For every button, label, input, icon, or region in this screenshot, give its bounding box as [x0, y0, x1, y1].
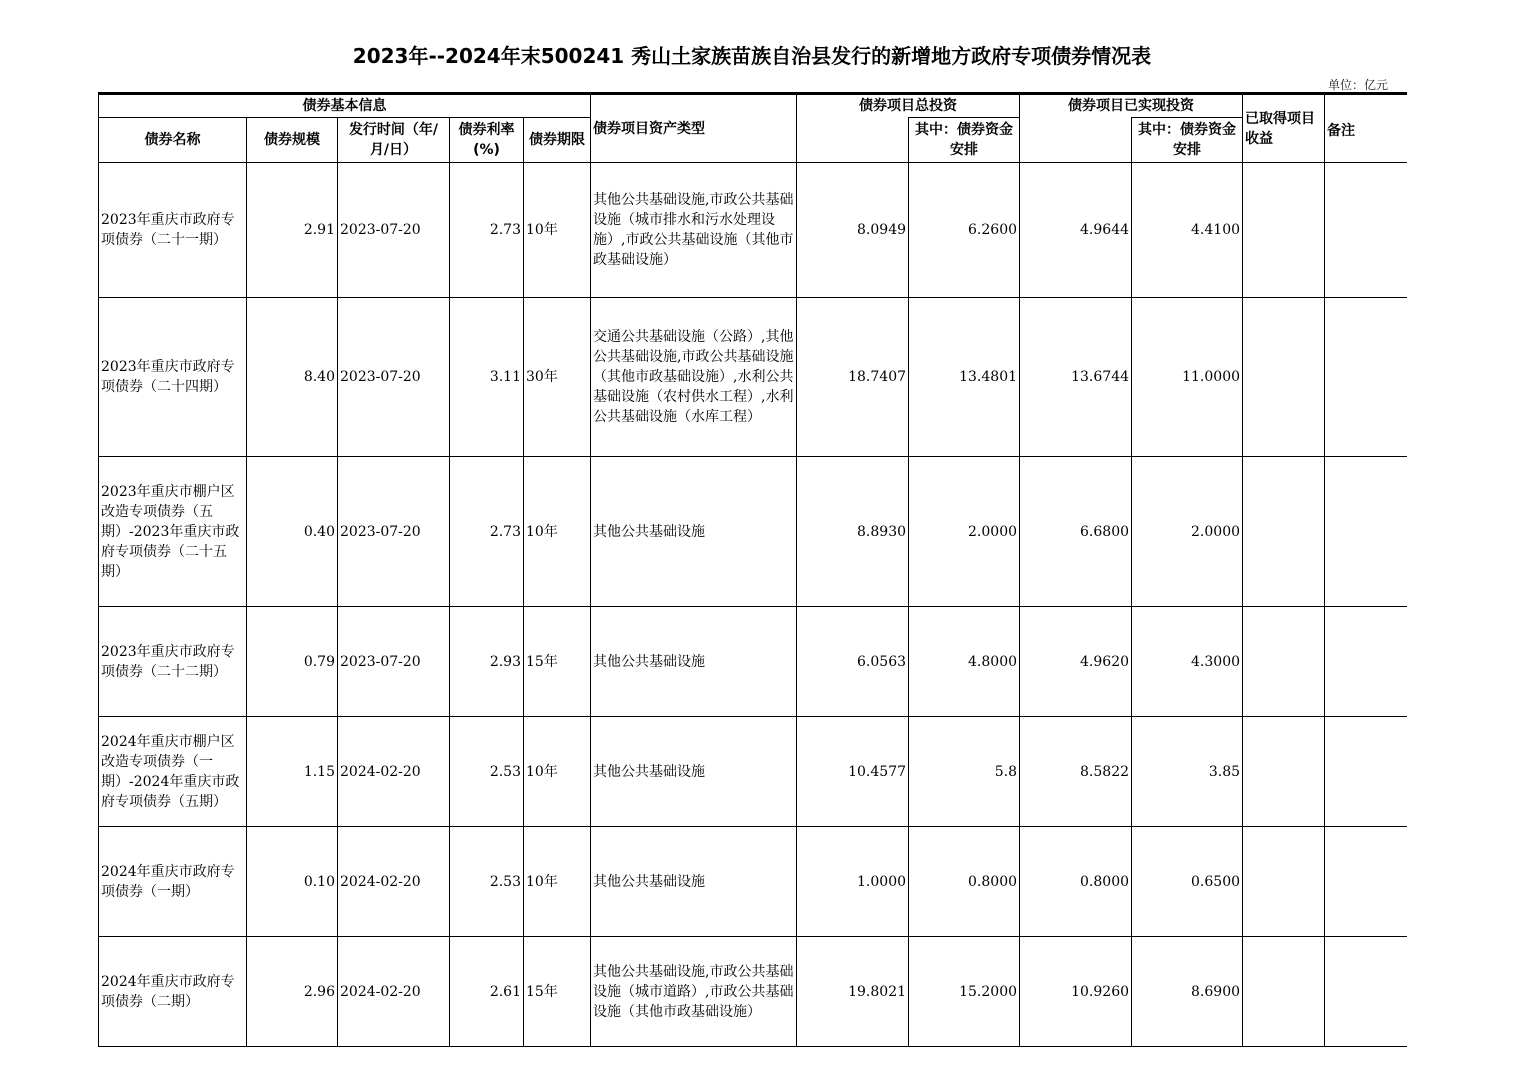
- bond-realized-invest: 0.8000: [1020, 827, 1132, 937]
- bond-scale: 2.91: [247, 163, 338, 298]
- bond-term: 15年: [524, 607, 591, 717]
- bond-total-invest-bond: 5.8: [909, 717, 1020, 827]
- bond-date: 2023-07-20: [338, 298, 450, 457]
- bond-name: 2024年重庆市政府专项债券（二期）: [99, 937, 247, 1047]
- bond-total-invest-bond: 15.2000: [909, 937, 1020, 1047]
- bond-total-invest: 8.0949: [797, 163, 909, 298]
- bond-total-invest: 1.0000: [797, 827, 909, 937]
- bond-income: [1243, 607, 1325, 717]
- bond-realized-invest: 4.9644: [1020, 163, 1132, 298]
- unit-label: 单位：亿元: [1328, 78, 1389, 92]
- bond-scale: 1.15: [247, 717, 338, 827]
- bond-table: [98, 92, 1407, 1047]
- bond-date: 2023-07-20: [338, 607, 450, 717]
- bond-total-invest: 8.8930: [797, 457, 909, 607]
- header-issue-date: 发行时间（年/月/日）: [338, 118, 450, 163]
- bond-realized-invest: 10.9260: [1020, 937, 1132, 1047]
- bond-remark: [1325, 717, 1407, 827]
- bond-asset-type: 其他公共基础设施: [591, 717, 797, 827]
- bond-income: [1243, 457, 1325, 607]
- table-row: [99, 827, 1407, 937]
- bond-name: 2024年重庆市政府专项债券（一期）: [99, 827, 247, 937]
- bond-rate: 2.53: [450, 717, 524, 827]
- header-realized-invest: 债券项目已实现投资: [1020, 94, 1243, 118]
- bond-realized-invest-bond: 3.85: [1132, 717, 1243, 827]
- bond-income: [1243, 937, 1325, 1047]
- bond-rate: 2.61: [450, 937, 524, 1047]
- bond-asset-type: 交通公共基础设施（公路）,其他公共基础设施,市政公共基础设施（其他市政基础设施）,水利公共基础设施（农村供水工程）,水利公共基础设施（水库工程）: [591, 298, 797, 457]
- bond-realized-invest: 8.5822: [1020, 717, 1132, 827]
- bond-total-invest: 6.0563: [797, 607, 909, 717]
- table-row: [99, 298, 1407, 457]
- bond-scale: 0.10: [247, 827, 338, 937]
- bond-total-invest: 18.7407: [797, 298, 909, 457]
- bond-realized-invest-bond: 4.3000: [1132, 607, 1243, 717]
- header-income: 已取得项目收益: [1243, 94, 1325, 163]
- bond-term: 30年: [524, 298, 591, 457]
- bond-date: 2024-02-20: [338, 827, 450, 937]
- bond-total-invest-bond: 0.8000: [909, 827, 1020, 937]
- bond-term: 10年: [524, 827, 591, 937]
- bond-date: 2023-07-20: [338, 163, 450, 298]
- page-title: 2023年--2024年末500241 秀山土家族苗族自治县发行的新增地方政府专项债券情况表: [352, 44, 1152, 68]
- bond-realized-invest-bond: 0.6500: [1132, 827, 1243, 937]
- bond-scale: 0.79: [247, 607, 338, 717]
- header-rate: 债券利率(%): [450, 118, 524, 163]
- bond-realized-invest-bond: 2.0000: [1132, 457, 1243, 607]
- bond-name: 2023年重庆市政府专项债券（二十二期）: [99, 607, 247, 717]
- bond-asset-type: 其他公共基础设施: [591, 827, 797, 937]
- bond-remark: [1325, 607, 1407, 717]
- bond-name: 2023年重庆市棚户区改造专项债券（五期）-2023年重庆市政府专项债券（二十五期）: [99, 457, 247, 607]
- table-row: [99, 163, 1407, 298]
- bond-asset-type: 其他公共基础设施: [591, 607, 797, 717]
- header-total-invest-blank: [797, 118, 909, 163]
- bond-rate: 2.73: [450, 457, 524, 607]
- bond-total-invest-bond: 2.0000: [909, 457, 1020, 607]
- bond-realized-invest: 13.6744: [1020, 298, 1132, 457]
- header-scale: 债券规模: [247, 118, 338, 163]
- bond-remark: [1325, 163, 1407, 298]
- bond-income: [1243, 298, 1325, 457]
- bond-realized-invest-bond: 4.4100: [1132, 163, 1243, 298]
- bond-remark: [1325, 827, 1407, 937]
- bond-term: 10年: [524, 717, 591, 827]
- bond-name: 2023年重庆市政府专项债券（二十一期）: [99, 163, 247, 298]
- bond-term: 15年: [524, 937, 591, 1047]
- bond-income: [1243, 163, 1325, 298]
- table-row: [99, 717, 1407, 827]
- bond-total-invest-bond: 4.8000: [909, 607, 1020, 717]
- bond-remark: [1325, 457, 1407, 607]
- bond-term: 10年: [524, 457, 591, 607]
- bond-rate: 3.11: [450, 298, 524, 457]
- bond-realized-invest: 4.9620: [1020, 607, 1132, 717]
- bond-realized-invest-bond: 11.0000: [1132, 298, 1243, 457]
- bond-asset-type: 其他公共基础设施,市政公共基础设施（城市排水和污水处理设施）,市政公共基础设施（其他市政基础设施）: [591, 163, 797, 298]
- bond-total-invest-bond: 6.2600: [909, 163, 1020, 298]
- bond-scale: 0.40: [247, 457, 338, 607]
- bond-term: 10年: [524, 163, 591, 298]
- bond-name: 2023年重庆市政府专项债券（二十四期）: [99, 298, 247, 457]
- bond-asset-type: 其他公共基础设施: [591, 457, 797, 607]
- bond-income: [1243, 717, 1325, 827]
- bond-scale: 8.40: [247, 298, 338, 457]
- bond-date: 2024-02-20: [338, 937, 450, 1047]
- bond-remark: [1325, 937, 1407, 1047]
- header-remark: 备注: [1325, 94, 1407, 163]
- bond-income: [1243, 827, 1325, 937]
- bond-remark: [1325, 298, 1407, 457]
- bond-total-invest: 10.4577: [797, 717, 909, 827]
- header-asset-type: 债券项目资产类型: [591, 94, 797, 163]
- bond-date: 2023-07-20: [338, 457, 450, 607]
- header-term: 债券期限: [524, 118, 591, 163]
- bond-asset-type: 其他公共基础设施,市政公共基础设施（城市道路）,市政公共基础设施（其他市政基础设施）: [591, 937, 797, 1047]
- header-basic-info: 债券基本信息: [99, 94, 591, 118]
- bond-date: 2024-02-20: [338, 717, 450, 827]
- header-realized-invest-blank: [1020, 118, 1132, 163]
- table-row: [99, 607, 1407, 717]
- table-row: [99, 457, 1407, 607]
- header-total-invest-sub: 其中：债券资金安排: [909, 118, 1020, 163]
- bond-scale: 2.96: [247, 937, 338, 1047]
- bond-total-invest: 19.8021: [797, 937, 909, 1047]
- header-total-invest: 债券项目总投资: [797, 94, 1020, 118]
- bond-name: 2024年重庆市棚户区改造专项债券（一期）-2024年重庆市政府专项债券（五期）: [99, 717, 247, 827]
- header-realized-invest-sub: 其中：债券资金安排: [1132, 118, 1243, 163]
- header-name: 债券名称: [99, 118, 247, 163]
- bond-rate: 2.73: [450, 163, 524, 298]
- bond-rate: 2.53: [450, 827, 524, 937]
- bond-total-invest-bond: 13.4801: [909, 298, 1020, 457]
- bond-rate: 2.93: [450, 607, 524, 717]
- bond-realized-invest-bond: 8.6900: [1132, 937, 1243, 1047]
- bond-realized-invest: 6.6800: [1020, 457, 1132, 607]
- table-row: [99, 937, 1407, 1047]
